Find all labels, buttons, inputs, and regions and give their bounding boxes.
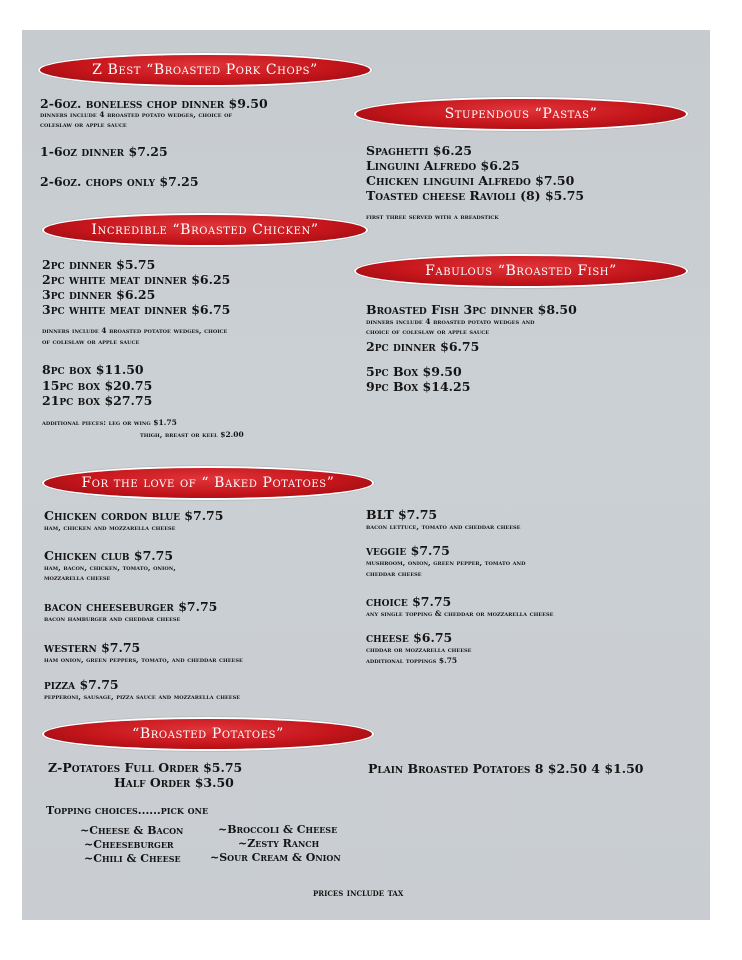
item-description: additional toppings $.75 — [366, 656, 458, 665]
topping-option: ~Cheeseburger — [84, 838, 174, 851]
menu-item: 9pc Box $14.25 — [366, 379, 471, 394]
pasta-note: first three served with a breadstick — [366, 212, 499, 221]
topping-option: ~Sour Cream & Onion — [210, 851, 341, 864]
item-description: choice of coleslaw or apple sauce — [366, 327, 490, 336]
menu-item: Chicken cordon blue $7.75 — [44, 508, 224, 523]
item-description: chddar or mozzarella cheese — [366, 645, 472, 654]
menu-item: BLT $7.75 — [366, 507, 438, 522]
topping-option: ~Zesty Ranch — [238, 837, 320, 850]
menu-item: choice $7.75 — [366, 594, 452, 609]
menu-item: 3pc dinner $6.25 — [42, 287, 156, 302]
baked-potatoes-banner: For the love of “ Baked Potatoes” — [44, 468, 372, 498]
topping-option: ~Chili & Cheese — [84, 852, 181, 865]
item-description: dinners include 4 broasted potato wedges and — [366, 317, 535, 326]
item-description: ham, chicken and mozzarella cheese — [44, 523, 176, 532]
pork-chops-banner: Z Best “Broasted Pork Chops” — [40, 55, 370, 85]
item-description: pepperoni, sausage, pizza sauce and mozzarella cheese — [44, 692, 241, 701]
menu-item: 2pc dinner $5.75 — [42, 257, 156, 272]
menu-item: Chicken club $7.75 — [44, 548, 174, 563]
item-description: dinners include 4 broasted potato wedges, choice of — [40, 110, 233, 119]
menu-item: 2-6oz. boneless chop dinner $9.50 — [40, 96, 268, 111]
topping-option: ~Broccoli & Cheese — [218, 823, 338, 836]
menu-item: western $7.75 — [44, 640, 141, 655]
menu-item: Toasted cheese Ravioli (8) $5.75 — [366, 188, 585, 203]
item-description: ham, bacon, chicken, tomato, onion, — [44, 563, 176, 572]
additional-pieces: thigh, breast or keel $2.00 — [140, 430, 244, 439]
menu-item: Half Order $3.50 — [114, 775, 234, 790]
menu-item: Linguini Alfredo $6.25 — [366, 158, 520, 173]
menu-item: 21pc box $27.75 — [42, 393, 153, 408]
menu-item: 1-6oz dinner $7.25 — [40, 144, 168, 159]
menu-item: 3pc white meat dinner $6.75 — [42, 302, 231, 317]
menu-item: 8pc box $11.50 — [42, 362, 144, 377]
item-description: bacon lettuce, tomato and cheddar cheese — [366, 522, 521, 531]
item-description: mushroom, onion, green pepper, tomato and — [366, 558, 526, 567]
menu-item: pizza $7.75 — [44, 677, 119, 692]
topping-option: ~Cheese & Bacon — [80, 824, 184, 837]
menu-item: bacon cheeseburger $7.75 — [44, 599, 218, 614]
item-description: bacon hamburger and cheddar cheese — [44, 614, 181, 623]
item-description: coleslaw or apple sauce — [40, 120, 127, 129]
menu-item: veggie $7.75 — [366, 543, 450, 558]
menu-item: cheese $6.75 — [366, 630, 453, 645]
pastas-banner: Stupendous “Pastas” — [356, 99, 686, 129]
toppings-label: Topping choices......pick one — [46, 804, 209, 817]
item-description: mozzarella cheese — [44, 573, 111, 582]
menu-item: Broasted Fish 3pc dinner $8.50 — [366, 302, 577, 317]
item-description: cheddar cheese — [366, 569, 422, 578]
menu-item: 2-6oz. chops only $7.25 — [40, 174, 199, 189]
menu-item: 15pc box $20.75 — [42, 378, 153, 393]
menu-item: Spaghetti $6.25 — [366, 143, 472, 158]
menu-item: Chicken linguini Alfredo $7.50 — [366, 173, 575, 188]
menu-item: Plain Broasted Potatoes 8 $2.50 4 $1.50 — [368, 761, 644, 776]
menu-item: 2pc white meat dinner $6.25 — [42, 272, 231, 287]
item-description: ham onion, green peppers, tomato, and cheddar cheese — [44, 655, 243, 664]
chicken-banner: Incredible “Broasted Chicken” — [44, 215, 366, 245]
item-description: dinners include 4 broasted potatoe wedges, choice — [42, 326, 228, 335]
additional-pieces: additional pieces: leg or wing $1.75 — [42, 418, 177, 427]
menu-item: 2pc dinner $6.75 — [366, 339, 480, 354]
menu-item: Z-Potatoes Full Order $5.75 — [48, 760, 243, 775]
fish-banner: Fabulous “Broasted Fish” — [356, 256, 686, 286]
broasted-potatoes-banner: “Broasted Potatoes” — [44, 719, 372, 749]
menu-item: 5pc Box $9.50 — [366, 364, 462, 379]
item-description: any single topping & cheddar or mozzarella cheese — [366, 609, 554, 618]
prices-footer: prices include tax — [313, 888, 404, 899]
item-description: of coleslaw or apple sauce — [42, 337, 140, 346]
